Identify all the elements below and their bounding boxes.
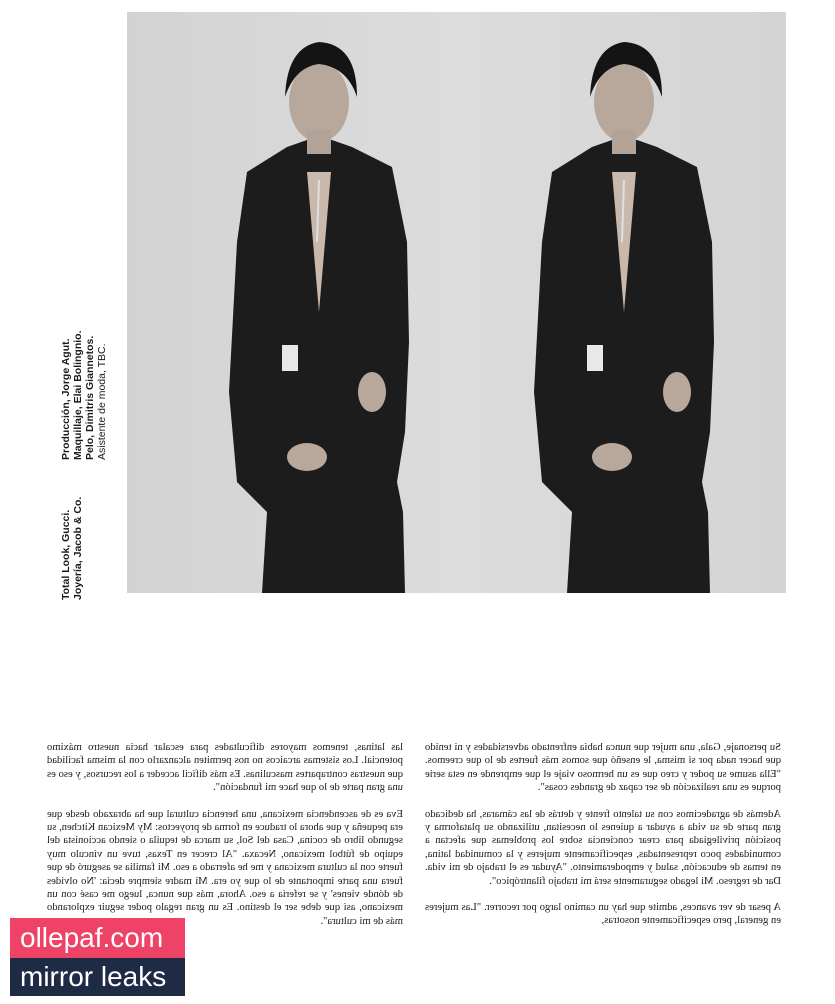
credit-line: Total Look, Gucci. — [60, 509, 72, 600]
article-column-right — [425, 741, 781, 941]
article-paragraph: Además de agradecimos con su talento frente y detrás de las cámaras, ha dedicado gran parte de su vida a ayudar a quienes lo necesitan, utilizando su plataforma y posición privilegiada para crear conciencia sobre los problemas que afectan a comunidades poco representadas, específicamente mujeres y la comunidad latina, en temas de educación, salud y empoderamiento. "Ayudar es el trabajo de mi vida. Dar de regreso. Mi legado seguramente será mi trabajo filantrópico". — [425, 808, 781, 887]
fashion-photo — [127, 12, 786, 593]
article-paragraph: las latinas, tenemos mayores dificultades para escalar hacia nuestro máximo potencial. Los sistemas arcaicos no nos permiten alcanzarlo con la misma facilidad que nuestras contrapartes masculinas. Es más difícil acceder a los recursos, y eso es una gran parte de lo que hace mi fundación". — [47, 742, 403, 794]
photo-credits — [60, 310, 108, 600]
credit-line: Pelo, Dimitris Giannetos. — [84, 335, 96, 460]
credits-production — [60, 310, 108, 460]
article-paragraph: Eva es de ascendencia mexicana, una herencia cultural que ha abrazado desde que era pequeña y que ahora lo traduce en forma de proyectos: My Mexican Kitchen, su segundo libro de cocina, Casa del Sol, su marca de tequila o siendo accionista del equipo de fútbol mexicano, Necaxa. "Al crecer en Texas, tuve un vínculo muy fuerte con la cultura mexicana y me he aferrado a eso. Mi familia se aseguró de que fuera una parte importante de lo que yo era. Mi madre siempre decía: 'No olvides de dónde vienes' y se refería a eso. Ahora, más que nunca, luego me casé con un mexicano, así que debe ser el destino. Es un gran regalo poder seguir explorando más de mi cultura". — [47, 808, 403, 927]
credits-wardrobe — [60, 485, 84, 600]
watermark-site: ollepaf.com — [10, 918, 185, 958]
article-column-left — [47, 741, 403, 941]
credit-line: Maquillaje, Elai Bolingnio. — [72, 330, 84, 460]
article-paragraph: A pesar de ver avances, admite que hay un camino largo por recorrer. "Las mujeres en general, pero específicamente nosotras, — [425, 902, 781, 927]
article-paragraph: Su personaje, Gala, una mujer que nunca había enfrentado adversidades y ni tenido que hacer nada por sí misma, le enseñó que somos más fuertes de lo que creemos. "Ella asume su poder y creo que es un hermoso viaje el que emprende en esta serie porque es una realización de ser capaz de grandes cosas". — [425, 742, 781, 794]
credit-line: Joyería, Jacob & Co. — [72, 496, 84, 600]
credit-line: Producción, Jorge Agut. — [60, 338, 72, 460]
watermark-tagline: mirror leaks — [10, 958, 185, 996]
portrait-figure-left — [167, 12, 467, 593]
credit-line: Asistente de moda, TBC. — [96, 343, 108, 460]
portrait-figure-right — [472, 12, 772, 593]
